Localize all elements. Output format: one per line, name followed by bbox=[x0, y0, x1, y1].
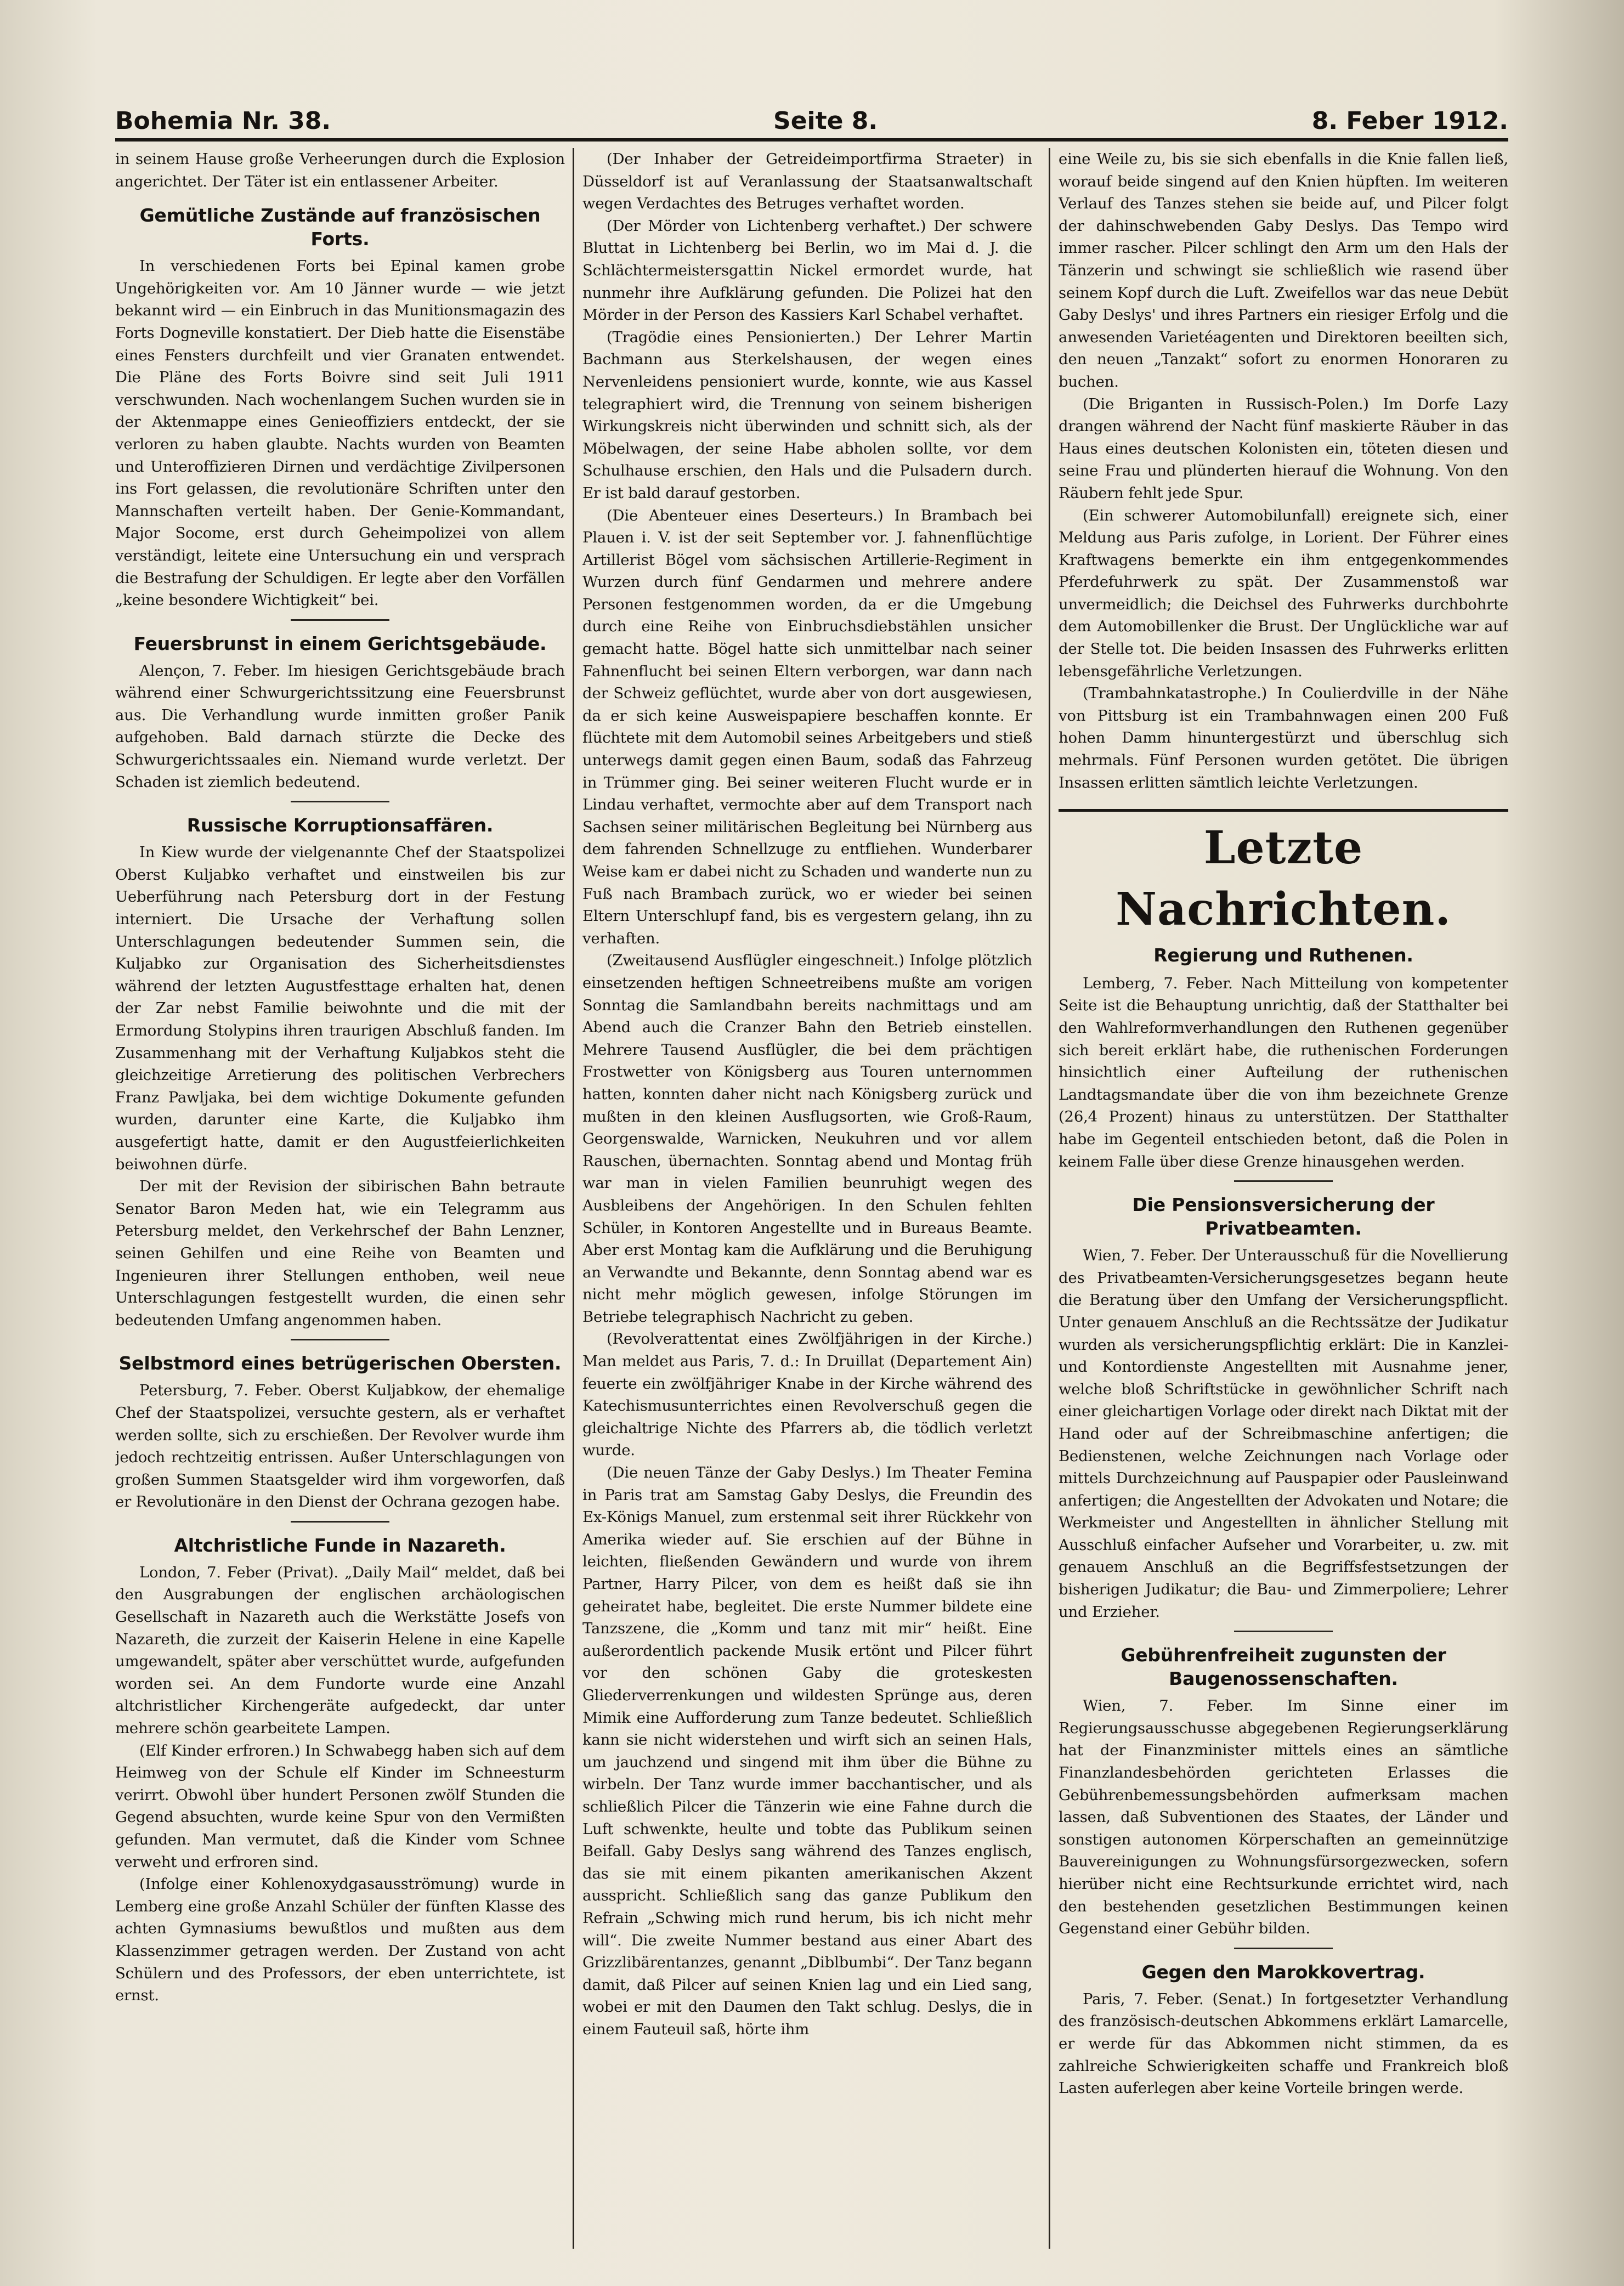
divider bbox=[1234, 1631, 1333, 1632]
article-kinder-erfroren: (Elf Kinder erfroren.) In Schwabegg haben sich auf dem Heimweg von der Schule elf Kinder im Schneesturm verirrt. Obwohl über hundert Personen zwölf Stunden die Gegend absuchten, wurde keine Spur von den Vermißten gefunden. Man vermutet, daß die Kinder vom Schnee verweht und erfroren sind. bbox=[115, 1741, 565, 1871]
article-gaby-deslys: (Die neuen Tänze der Gaby Deslys.) Im Theater Femina in Paris trat am Samstag Gaby Deslys, die Freundin des Ex-Königs Manuel, zum erstenmal seit ihrer Rückkehr von Amerika wieder auf. Sie erschien auf der Bühne in leichten, fließenden Gewändern und wurde von ihrem Partner, Harry Pilcer, von dem es heißt daß sie ihn geheiratet habe, begleitet. Die erste Nummer bildete eine Tanzszene, die „Komm und tanz mit mir“ heißt. Eine außerordentlich packende Musik ertönt und Pilcer führt vor den schönen Gaby die groteskesten Gliederverrenkungen und wildesten Sprünge aus, deren Mimik eine Aufforderung zum Tanze bedeutet. Schließlich kann sie nicht widerstehen und wirft sich an seinen Hals, um jauchzend und singend mit ihm über die Bühne zu wirbeln. Der Tanz wurde immer bacchantischer, und als schließlich Pilcer die Tänzerin wie eine Fahne durch die Luft schwenkte, heulte und tobte das Publikum seinen Beifall. Gaby Deslys sang während des Tanzes englisch, das sie mit einem pikanten amerikanischen Akzent ausspricht. Schließlich sang das ganze Publikum den Refrain „Schwing mich rund herum, bis ich nicht mehr will“. Die zweite Nummer bestand aus einer Abart des Grizzlibärentanzes, genannt „Diblbumbi“. Der Tanz begann damit, daß Pilcer auf seinen Knien lag und ein Lied sang, wobei er mit den Daumen den Takt schlug. Deslys, die in einem Fauteuil saß, hörte ihm bbox=[582, 1464, 1032, 2038]
article-gaby-deslys-continued: eine Weile zu, bis sie sich ebenfalls in die Knie fallen ließ, worauf beide singend auf den Knien hüpften. Im weiteren Verlauf des Tanzes stehen sie beide auf, und Pilcer folgt der dahinschwebenden Gaby Deslys. Das Tempo wird immer rascher. Pilcer schlingt den Arm um den Hals der Tänzerin und schwingt sie schließlich wie rasend über seinem Kopf durch die Luft. Zweifellos war das neue Debüt Gaby Deslys' und ihres Partners ein riesiger Erfolg und die anwesenden Varietéagenten und Direktoren beeilten sich, den neuen „Tanzakt“ sofort zu enormen Honoraren zu buchen. bbox=[1059, 150, 1508, 391]
article-kohlenoxyd: (Infolge einer Kohlenoxydgasausströmung) wurde in Lemberg eine große Anzahl Schüler der fünften Klasse des achten Gymnasiums bewußtlos und mußten aus dem Klassenzimmer getragen werden. Der Zustand von acht Schülern und des Professors, der eben unterrichtete, ist ernst. bbox=[115, 1875, 565, 2005]
divider bbox=[291, 1339, 389, 1340]
article-automobilunfall: (Ein schwerer Automobilunfall) ereignete sich, einer Meldung aus Paris zufolge, in Lorient. Der Führer eines Kraftwagens bemerkte ein ihm entgegenkommendes Pferdefuhrwerk zu spät. Der Zusammenstoß war unvermeidlich; die Deichsel des Fuhrwerks durchbohrte dem Automobillenker die Brust. Der Unglückliche war auf der Stelle tot. Die beiden Insassen des Fuhrwerks erlitten lebensgefährliche Verletzungen. bbox=[1059, 506, 1508, 680]
divider bbox=[291, 801, 389, 802]
header-issue: Bohemia Nr. 38. bbox=[115, 107, 331, 135]
divider bbox=[1234, 1948, 1333, 1949]
divider bbox=[291, 619, 389, 621]
article-sibirische-bahn: Der mit der Revision der sibirischen Bahn betraute Senator Baron Meden hat, wie ein Telegramm aus Petersburg meldet, den Verkehrschef der Bahn Lenzner, seinen Gehilfen und eine Reihe von Beamten und Ingenieuren ihrer Stellungen enthoben, weil neue Unterschlagungen festgestellt wurden, die einen sehr bedeutenden Umfang angenommen haben. bbox=[115, 1178, 565, 1329]
headline-nazareth: Altchristliche Funde in Nazareth. bbox=[174, 1534, 506, 1556]
article-revolverattentat: (Revolverattentat eines Zwölfjährigen in der Kirche.) Man meldet aus Paris, 7. d.: In Druillat (Departement Ain) feuerte ein zwölfjähriger Knabe in der Kirche während des Katechismusunterrichtes einen Revolverschuß gegen die gleichaltrige Nichte des Pfarrers ab, die tödlich verletzt wurde. bbox=[582, 1330, 1032, 1459]
divider bbox=[1234, 1180, 1333, 1182]
column-1 bbox=[115, 148, 565, 2249]
headline-feuersbrunst: Feuersbrunst in einem Gerichtsgebäude. bbox=[133, 632, 547, 654]
article-gebuehrenfreiheit: Wien, 7. Feber. Im Sinne einer im Regierungsausschusse abgegebenen Regierungserklärung hat der Finanzminister mittels eines an sämtliche Finanzlandesbehörden gerichteten Erlasses die Gebührenbemessungsbehörden aufmerksam machen lassen, daß Subventionen des Staates, der Länder und sonstigen autonomen Körperschaften an gemeinnützige Bauvereinigungen zu Wohnungsfürsorgezwecken, sofern hierüber nicht eine Rechtsurkunde errichtet wird, nach den bestehenden gesetzlichen Bestimmungen keinen Gegenstand einer Gebühr bilden. bbox=[1059, 1697, 1508, 1938]
headline-korruption: Russische Korruptionsaffären. bbox=[186, 814, 494, 836]
column-2 bbox=[582, 148, 1032, 2249]
headline-selbstmord: Selbstmord eines betrügerischen Obersten. bbox=[118, 1353, 562, 1374]
column-separator-2 bbox=[1049, 148, 1050, 2249]
article-pensionsversicherung: Wien, 7. Feber. Der Unterausschuß für die Novellierung des Privatbeamten-Versicherungsgesetzes begann heute die Beratung über den Umfang der Versicherungspflicht. Unter genauem Anschluß an die Rechtssätze der Judikatur wurden als versicherungspflichtig erklärt: Die in Kanzlei- und Kontordienste Angestellten mit Ausnahme jener, welche bloß Schriftstücke in gewöhnlicher Schrift nach einer gleichartigen Vorlage oder direkt nach Diktat mit der Hand oder auf der Schreibmaschine anfertigen; die Bedienstenen, welche Zeichnungen nach Vorlage oder mittels Durchzeichnung auf Pauspapier oder Pausleinwand anfertigen; die Angestellten der Advokaten und Notare; die Werkmeister und Angestellten in ähnlicher Stellung mit Ausschluß einfacher Aufseher und Vorarbeiter, u. zw. mit genauem Anschluß an die Begriffsfestsetzungen der bisherigen Judikatur; die Bau- und Zimmerpoliere; Lehrer und Erzieher. bbox=[1059, 1247, 1508, 1621]
article-deserteur: (Die Abenteuer eines Deserteurs.) In Brambach bei Plauen i. V. ist der seit September vor. J. fahnenflüchtige Artillerist Bögel vom sächsischen Artillerie-Regiment in Wurzen durch fünf Gendarmen und mehrere andere Personen festgenommen worden, da er die Umgebung durch eine Reihe von Einbruchsdiebstählen unsicher gemacht hatte. Bögel hatte sich unmittelbar nach seiner Fahnenflucht bei seinen Eltern verborgen, war dann nach der Schweiz geflüchtet, wurde aber von dort ausgewiesen, da er sich keine Ausweispapiere beschaffen konnte. Er flüchtete mit dem Automobil seines Arbeitgebers und stieß unterwegs damit gegen einen Baum, sodaß das Fahrzeug in Trümmer ging. Bei seiner weiteren Flucht wurde er in Lindau verhaftet, vermochte aber auf dem Transport nach Sachsen seiner militärischen Begleitung bei Nürnberg aus dem fahrenden Schnellzuge zu entfliehen. Wunderbarer Weise kam er dabei nicht zu Schaden und wanderte nun zu Fuß nach Brambach zurück, wo er wieder bei seinen Eltern Unterschlupf fand, bis es vergestern gelang, ihn zu verhaften. bbox=[582, 506, 1032, 947]
column-3 bbox=[1059, 148, 1508, 2249]
header-date: 8. Feber 1912. bbox=[1311, 107, 1508, 135]
article-trambahn: (Trambahnkatastrophe.) In Coulierdville in der Nähe von Pittsburg ist ein Trambahnwagen einen 200 Fuß hohen Damm hinuntergestürzt und überschlug sich mehrmals. Fünf Personen wurden getötet. Die übrigen Insassen erlitten sämtlich leichte Verletzungen. bbox=[1059, 684, 1508, 791]
headline-ruthenen: Regierung und Ruthenen. bbox=[1153, 944, 1413, 966]
article-selbstmord: Petersburg, 7. Feber. Oberst Kuljabkow, der ehemalige Chef der Staatspolizei, versuchte gestern, als er verhaftet werden sollte, sich zu erschießen. Der Revolver wurde ihm jedoch rechtzeitig entrissen. Außer Unterschlagungen von großen Summen Staatsgelder wird ihm vorgeworfen, daß er Revolutionäre in den Dienst der Ochrana gezogen habe. bbox=[115, 1382, 565, 1511]
divider bbox=[291, 1521, 389, 1523]
article-ruthenen: Lemberg, 7. Feber. Nach Mitteilung von kompetenter Seite ist die Behauptung unrichtig, daß der Statthalter bei den Wahlreformverhandlungen den Ruthenen gegenüber sich bereit erklärt habe, die ruthenischen Forderungen hinsichtlich einer Aufteilung der ruthenischen Landtagsmandate über die von ihm bezeichnete Grenze (26,4 Prozent) hinaus zu unterstützen. Der Statthalter habe im Gegenteil entschieden betont, daß die Polen in keinem Falle über diese Grenze hinausgehen werden. bbox=[1059, 974, 1508, 1170]
article-forts: In verschiedenen Forts bei Epinal kamen grobe Ungehörigkeiten vor. Am 10 Jänner wurde — wie jetzt bekannt wird — ein Einbruch in das Munitionsmagazin des Forts Dogneville konstatiert. Der Dieb hatte die Eisenstäbe eines Fensters durchfeilt und vier Granaten entwendet. Die Pläne des Forts Boivre sind seit Juli 1911 verschwunden. Nach wochenlangem Suchen wurden sie in der Aktenmappe eines Genieoffiziers entdeckt, der sie verloren zu haben glaubte. Nachts wurden von Beamten und Unteroffizieren Dirnen und verdächtige Zivilpersonen ins Fort gelassen, die revolutionäre Schriften unter den Mannschaften verteilt haben. Der Genie-Kommandant, Major Socome, erst durch Geheimpolizei von allem verständigt, leitete eine Untersuchung ein und versprach die Bestrafung der Schuldigen. Er legte aber den Vorfällen „keine besondere Wichtigkeit“ bei. bbox=[115, 257, 565, 609]
article-nazareth: London, 7. Feber (Privat). „Daily Mail“ meldet, daß bei den Ausgrabungen der englischen archäologischen Gesellschaft in Nazareth auch die Werkstätte Josefs von Nazareth, die zurzeit der Kaiserin Helene in eine Kapelle umgewandelt, später aber verschüttet wurde, aufgefunden worden sei. An dem Fundorte wurde eine Anzahl altchristlicher Kirchengeräte aufgedeckt, dar unter mehrere schön gearbeitete Lampen. bbox=[115, 1563, 565, 1738]
headline-marokkovertrag: Gegen den Marokkovertrag. bbox=[1141, 1961, 1425, 1983]
article-pensionierter: (Tragödie eines Pensionierten.) Der Lehrer Martin Bachmann aus Sterkelshausen, der wegen eines Nervenleidens pensioniert wurde, konnte, wie aus Kassel telegraphiert wird, die Trennung von seinem bisherigen Wirkungskreis nicht überwinden und schnitt sich, als der Möbelwagen, der seine Habe abholen sollte, vor dem Schulhause erschien, den Hals und die Pulsadern durch. Er ist bald darauf gestorben. bbox=[582, 328, 1032, 502]
headline-pensionsversicherung: Die Pensionsversicherung der Privatbeamten. bbox=[1132, 1194, 1435, 1240]
article-lichtenberg: (Der Mörder von Lichtenberg verhaftet.) Der schwere Bluttat in Lichtenberg bei Berlin, wo im Mai d. J. die Schlächtermeistersgattin Nickel ermordet wurde, hat nunmehr ihre Aufklärung gefunden. Die Polizei hat den Mörder in der Person des Kassiers Karl Schabel verhaftet. bbox=[582, 217, 1032, 324]
header-page-number: Seite 8. bbox=[773, 107, 878, 135]
article-briganten: (Die Briganten in Russisch-Polen.) Im Dorfe Lazy drangen während der Nacht fünf maskierte Räuber in das Haus eines deutschen Kolonisten ein, töteten diesen und seine Frau und plünderten hierauf die Wohnung. Von den Räubern fehlt jede Spur. bbox=[1059, 395, 1508, 502]
header-rule bbox=[115, 138, 1508, 142]
article-ausfluegler: (Zweitausend Ausflügler eingeschneit.) Infolge plötzlich einsetzenden heftigen Schneetreibens mußte am vorigen Sonntag die Samlandbahn bereits nachmittags und am Abend auch die Cranzer Bahn den Betrieb einstellen. Mehrere Tausend Ausflügler, die bei dem prächtigen Frostwetter von Königsberg aus Touren unternommen hatten, konnten daher nicht nach Königsberg zurück und mußten in den kleinen Ausflugsorten, wie Groß-Raum, Georgenswalde, Warnicken, Neukuhren und vor allem Rauschen, übernachten. Sonntag abend und Montag früh war man in vielen Familien beunruhigt wegen des Ausbleibens der Angehörigen. In den Schulen fehlten Schüler, in Kontoren Angestellte und in Bureaus Beamte. Aber erst Montag kam die Aufklärung und die Beruhigung an Verwandte und Bekannte, denn Sonntag abend war es nicht mehr möglich gewesen, infolge Störungen im Betriebe telegraphisch Nachricht zu geben. bbox=[582, 952, 1032, 1326]
section-title-letzte-nachrichten: Letzte Nachrichten. bbox=[1059, 809, 1508, 940]
article-feuersbrunst: Alençon, 7. Feber. Im hiesigen Gerichtsgebäude brach während einer Schwurgerichtssitzung eine Feuersbrunst aus. Die Verhandlung wurde inmitten großer Panik aufgehoben. Bald darnach stürzte die Decke des Schwurgerichtssaales ein. Niemand wurde verletzt. Der Schaden ist ziemlich bedeutend. bbox=[115, 661, 565, 791]
column-separator-1 bbox=[573, 148, 574, 2249]
headline-forts: Gemütliche Zustände auf französischen Forts. bbox=[139, 205, 541, 250]
article-straeter: (Der Inhaber der Getreideimportfirma Straeter) in Düsseldorf ist auf Veranlassung der Staatsanwaltschaft wegen Verdachtes des Betruges verhaftet worden. bbox=[582, 150, 1032, 213]
col1-intro: in seinem Hause große Verheerungen durch die Explosion angerichtet. Der Täter ist ein entlassener Arbeiter. bbox=[115, 150, 565, 190]
article-marokkovertrag: Paris, 7. Feber. (Senat.) In fortgesetzter Verhandlung des französisch-deutschen Abkommens erklärt Lamarcelle, er werde für das Abkommen nicht stimmen, da es zahlreiche Schwierigkeiten schaffe und Frankreich bloß Lasten auferlegen aber keine Vorteile bringen werde. bbox=[1059, 1990, 1508, 2097]
page-header bbox=[115, 101, 1508, 140]
article-korruption: In Kiew wurde der vielgenannte Chef der Staatspolizei Oberst Kuljabko verhaftet und einstweilen bis zur Ueberführung nach Petersburg dort in der Festung interniert. Die Ursache der Verhaftung sollen Unterschlagungen bedeutender Summen sein, die Kuljabko zur Organisation des Sicherheitsdienstes während der letzten Augustfesttage erhalten hat, denen der Zar nebst Familie beiwohnte und die mit der Ermordung Stolypins ihren traurigen Abschluß fanden. Im Zusammenhang mit der Verhaftung Kuljabkos steht die gleichzeitige Arretierung des politischen Verbrechers Franz Pawljaka, bei dem wichtige Dokumente gefunden wurden, darunter eine Karte, die Kuljabko ihm ausgefertigt hatte, damit er den Augustfeierlichkeiten beiwohnen dürfe. bbox=[115, 844, 565, 1173]
headline-gebuehrenfreiheit: Gebührenfreiheit zugunsten der Baugenossenschaften. bbox=[1121, 1644, 1446, 1690]
